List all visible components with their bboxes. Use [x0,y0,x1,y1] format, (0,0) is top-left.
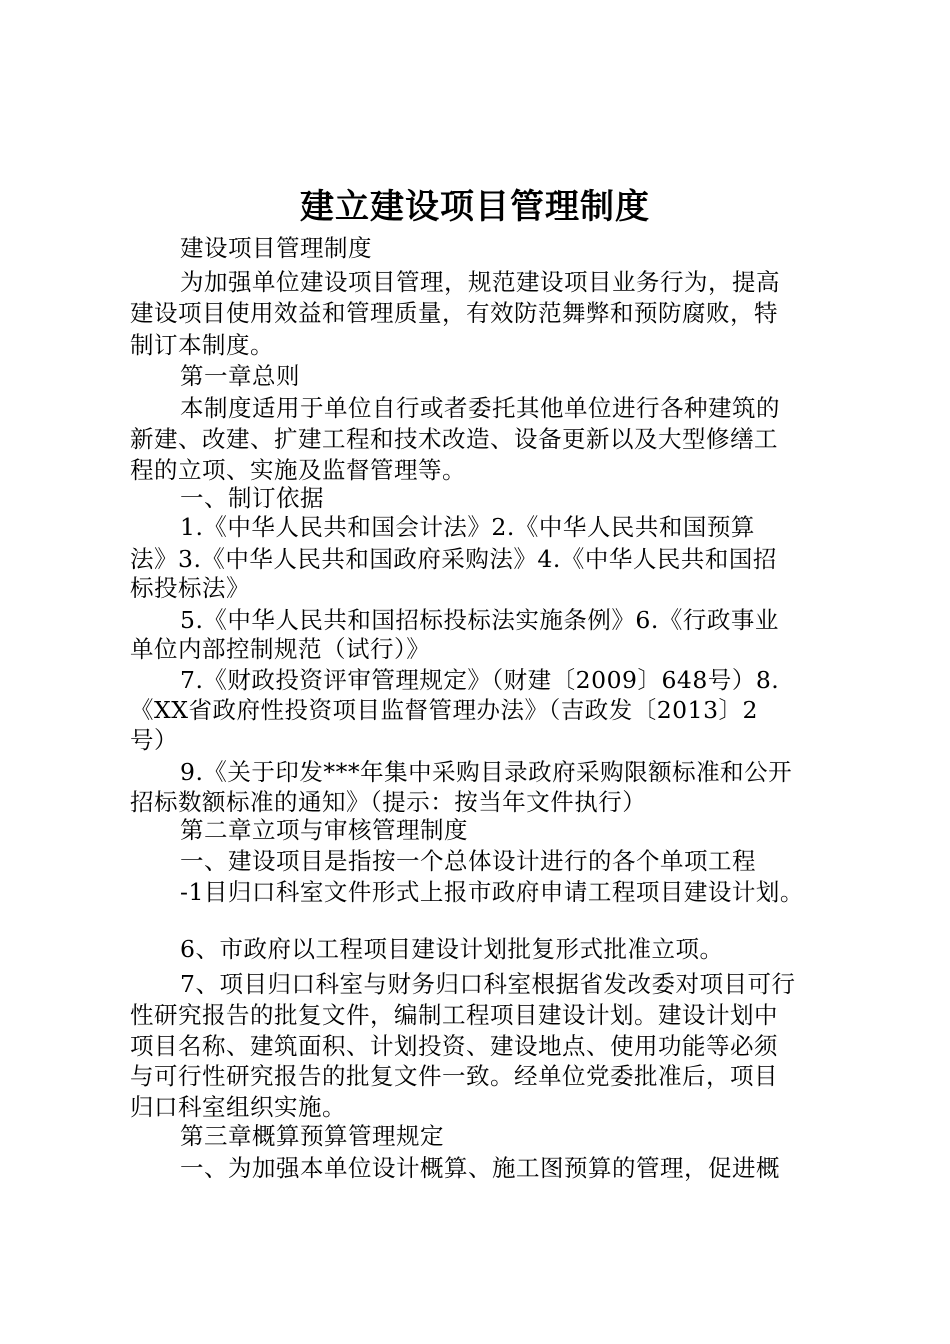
paragraph-line: 建设项目管理制度 [180,234,372,262]
paragraph-line: 号） [130,726,178,754]
paragraph-line: 法》3.《中华人民共和国政府采购法》4.《中华人民共和国招 [130,545,777,573]
paragraph-line: 新建、改建、扩建工程和技术改造、设备更新以及大型修缮工 [130,425,778,453]
paragraph-line: 一、制订依据 [180,484,324,512]
paragraph-line: 性研究报告的批复文件，编制工程项目建设计划。建设计划中 [130,1001,778,1029]
paragraph-line: 7、项目归口科室与财务归口科室根据省发改委对项目可行 [180,970,796,998]
paragraph-line: 建设项目使用效益和管理质量，有效防范舞弊和预防腐败，特 [130,299,778,327]
paragraph-line: 第三章概算预算管理规定 [180,1122,444,1150]
paragraph-line: 一、建设项目是指按一个总体设计进行的各个单项工程 [180,847,756,875]
paragraph-line: 项目名称、建筑面积、计划投资、建设地点、使用功能等必须 [130,1032,778,1060]
paragraph-line: 招标数额标准的通知》（提示：按当年文件执行） [130,788,647,816]
paragraph-line: 归口科室组织实施。 [130,1093,346,1121]
paragraph-line: 第一章总则 [180,362,300,390]
paragraph-line: 1.《中华人民共和国会计法》2.《中华人民共和国预算 [180,513,755,541]
paragraph-line: 单位内部控制规范（试行）》 [130,635,431,663]
paragraph-line: 7.《财政投资评审管理规定》（财建〔2009〕648号）8. [180,666,780,694]
document-title: 建立建设项目管理制度 [300,187,650,227]
paragraph-line: 一、为加强本单位设计概算、施工图预算的管理，促进概 [180,1154,780,1182]
paragraph-line: 本制度适用于单位自行或者委托其他单位进行各种建筑的 [180,394,780,422]
paragraph-line: 为加强单位建设项目管理，规范建设项目业务行为，提高 [180,268,780,296]
paragraph-line: 标投标法》 [130,574,250,602]
paragraph-line: 《XX省政府性投资项目监督管理办法》（吉政发〔2013〕2 [130,696,758,724]
paragraph-line: 程的立项、实施及监督管理等。 [130,456,466,484]
paragraph-line: 与可行性研究报告的批复文件一致。经单位党委批准后，项目 [130,1062,778,1090]
paragraph-line: 5.《中华人民共和国招标投标法实施条例》6.《行政事业 [180,606,779,634]
paragraph-line: 6、市政府以工程项目建设计划批复形式批准立项。 [180,935,724,963]
paragraph-line: 9.《关于印发***年集中采购目录政府采购限额标准和公开 [180,758,793,786]
paragraph-line: -1目归口科室文件形式上报市政府申请工程项目建设计划。 [180,878,804,906]
paragraph-line: 第二章立项与审核管理制度 [180,816,468,844]
paragraph-line: 制订本制度。 [130,331,274,359]
